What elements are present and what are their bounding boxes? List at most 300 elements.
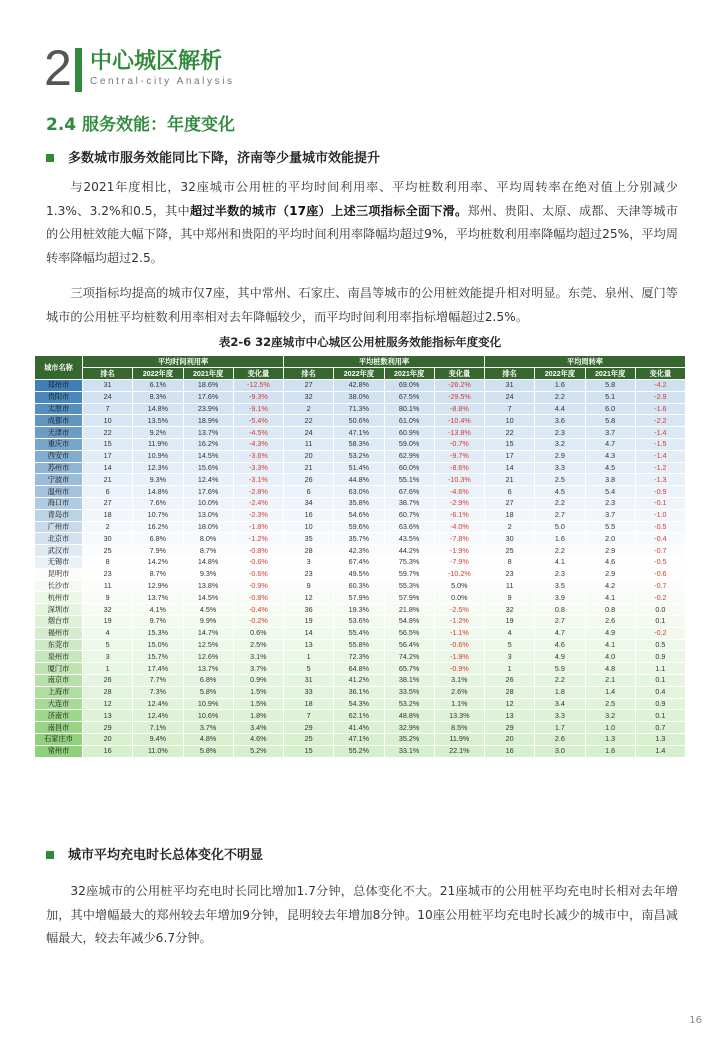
value-cell: 12.4% [133, 710, 183, 722]
change-cell: -0.7% [434, 438, 484, 450]
change-cell: -2.9% [434, 497, 484, 509]
value-cell: 14.5% [183, 592, 233, 604]
change-cell: -2.4% [233, 497, 283, 509]
city-name-cell: 宁波市 [35, 474, 83, 486]
value-cell: 12 [83, 698, 133, 710]
value-cell: 5.8% [183, 745, 233, 757]
value-cell: 13.7% [183, 427, 233, 439]
paragraph-1-part-b: 郑州、贵阳、太原、成都、天津等城市的公用桩效能大幅下降，其中郑州和贵阳的平均时间利用率降幅均超过9%，平均桩数利用率降幅均超过25%，平均周转率降幅均超过2.5。 [46, 203, 678, 265]
change-cell: 1.4 [635, 745, 685, 757]
value-cell: 5.5 [585, 521, 635, 533]
value-cell: 6 [485, 486, 535, 498]
value-cell: 12.4% [133, 698, 183, 710]
value-cell: 4.1 [585, 639, 635, 651]
value-cell: 5.9 [535, 663, 585, 675]
bullet-heading-1 [46, 147, 380, 166]
subheader-rank: 排名 [485, 368, 535, 380]
value-cell: 50.6% [334, 415, 384, 427]
value-cell: 18.9% [183, 415, 233, 427]
subheader-2021: 2021年度 [585, 368, 635, 380]
value-cell: 18.6% [183, 380, 233, 392]
table-row [35, 415, 686, 427]
value-cell: 60.9% [384, 427, 434, 439]
value-cell: 1.3 [585, 733, 635, 745]
subheader-2021: 2021年度 [183, 368, 233, 380]
value-cell: 14.8% [133, 403, 183, 415]
value-cell: 60.7% [384, 509, 434, 521]
chapter-accent-bar [75, 48, 82, 92]
city-name-cell: 深圳市 [35, 604, 83, 616]
subheader-2022: 2022年度 [334, 368, 384, 380]
value-cell: 1 [83, 663, 133, 675]
value-cell: 62.1% [334, 710, 384, 722]
city-name-cell: 泉州市 [35, 651, 83, 663]
change-cell: -1.5 [635, 438, 685, 450]
value-cell: 2.7 [535, 509, 585, 521]
change-cell: -2.8% [233, 486, 283, 498]
value-cell: 64.8% [334, 663, 384, 675]
change-cell: -0.2 [635, 627, 685, 639]
value-cell: 17.6% [183, 486, 233, 498]
change-cell: 0.0 [635, 604, 685, 616]
value-cell: 38.1% [384, 674, 434, 686]
change-cell: -1.2 [635, 462, 685, 474]
city-name-cell: 贵阳市 [35, 391, 83, 403]
city-name-cell: 西安市 [35, 450, 83, 462]
change-cell: -0.2 [635, 592, 685, 604]
value-cell: 25 [284, 733, 334, 745]
value-cell: 13 [83, 710, 133, 722]
change-cell: -0.5 [635, 521, 685, 533]
value-cell: 58.3% [334, 438, 384, 450]
city-name-cell: 青岛市 [35, 509, 83, 521]
value-cell: 3 [83, 651, 133, 663]
value-cell: 5.0 [535, 521, 585, 533]
value-cell: 4.7 [585, 438, 635, 450]
change-cell: -26.2% [434, 380, 484, 392]
value-cell: 9.4% [133, 733, 183, 745]
value-cell: 2.5 [585, 698, 635, 710]
value-cell: 11.9% [133, 438, 183, 450]
value-cell: 74.2% [384, 651, 434, 663]
change-cell: -2.5% [434, 604, 484, 616]
value-cell: 4.3 [585, 450, 635, 462]
value-cell: 35.2% [384, 733, 434, 745]
subheader-2021: 2021年度 [384, 368, 434, 380]
value-cell: 18.0% [183, 521, 233, 533]
change-cell: 3.7% [233, 663, 283, 675]
change-cell: -4.6% [434, 486, 484, 498]
value-cell: 16.2% [133, 521, 183, 533]
change-cell: 2.5% [233, 639, 283, 651]
city-name-cell: 上海市 [35, 686, 83, 698]
value-cell: 3.2 [585, 710, 635, 722]
value-cell: 4.9 [585, 627, 635, 639]
value-cell: 13 [284, 639, 334, 651]
value-cell: 22 [284, 415, 334, 427]
value-cell: 5.8% [183, 686, 233, 698]
bullet-heading-2-text: 城市平均充电时长总体变化不明显 [68, 848, 264, 863]
change-cell: -0.8% [233, 545, 283, 557]
value-cell: 0.8 [535, 604, 585, 616]
change-cell: 3.1% [233, 651, 283, 663]
change-cell: 0.9 [635, 698, 685, 710]
city-name-cell: 成都市 [35, 415, 83, 427]
value-cell: 21.8% [384, 604, 434, 616]
table-row [35, 698, 686, 710]
value-cell: 27 [284, 380, 334, 392]
value-cell: 3.7% [183, 722, 233, 734]
value-cell: 7 [284, 710, 334, 722]
table-row [35, 427, 686, 439]
value-cell: 36 [284, 604, 334, 616]
change-cell: -0.2% [233, 615, 283, 627]
value-cell: 12.5% [183, 639, 233, 651]
change-cell: -9.3% [233, 391, 283, 403]
value-cell: 4.0 [585, 651, 635, 663]
value-cell: 18 [485, 509, 535, 521]
value-cell: 4 [485, 627, 535, 639]
table-row [35, 745, 686, 757]
value-cell: 3 [485, 651, 535, 663]
value-cell: 72.3% [334, 651, 384, 663]
value-cell: 23 [83, 568, 133, 580]
value-cell: 23 [485, 568, 535, 580]
value-cell: 27 [485, 497, 535, 509]
table-row [35, 497, 686, 509]
value-cell: 2.9 [535, 450, 585, 462]
change-cell: -12.5% [233, 380, 283, 392]
city-name-cell: 郑州市 [35, 380, 83, 392]
value-cell: 10 [284, 521, 334, 533]
value-cell: 2 [83, 521, 133, 533]
value-cell: 10.9% [183, 698, 233, 710]
value-cell: 2.5 [535, 474, 585, 486]
value-cell: 15.0% [133, 639, 183, 651]
value-cell: 2.9 [585, 568, 635, 580]
chapter-number: 2 [44, 40, 72, 96]
value-cell: 18 [284, 698, 334, 710]
value-cell: 5.8 [585, 415, 635, 427]
value-cell: 32 [485, 604, 535, 616]
value-cell: 51.4% [334, 462, 384, 474]
city-name-cell: 福州市 [35, 627, 83, 639]
change-cell: -3.6% [233, 450, 283, 462]
value-cell: 30 [485, 533, 535, 545]
value-cell: 9.3% [183, 568, 233, 580]
change-cell: -2.9 [635, 391, 685, 403]
change-cell: 0.7 [635, 722, 685, 734]
city-name-cell: 北京市 [35, 533, 83, 545]
value-cell: 3.4 [535, 698, 585, 710]
value-cell: 4.9 [535, 651, 585, 663]
value-cell: 9 [284, 580, 334, 592]
value-cell: 33.1% [384, 745, 434, 757]
value-cell: 12 [485, 698, 535, 710]
value-cell: 5.8 [585, 380, 635, 392]
value-cell: 8.7% [183, 545, 233, 557]
change-cell: -0.6% [233, 568, 283, 580]
subheader-change: 变化量 [434, 368, 484, 380]
value-cell: 4.4 [535, 403, 585, 415]
value-cell: 3.3 [535, 710, 585, 722]
change-cell: -7.9% [434, 556, 484, 568]
table-row [35, 462, 686, 474]
change-cell: 5.2% [233, 745, 283, 757]
change-cell: 0.0% [434, 592, 484, 604]
value-cell: 30 [83, 533, 133, 545]
value-cell: 27 [83, 497, 133, 509]
paragraph-2: 三项指标均提高的城市仅7座，其中常州、石家庄、南昌等城市的公用桩效能提升相对明显。东莞、泉州、厦门等城市的公用桩平均桩数利用率相对去年降幅较少，而平均时间利用率指标增幅超过2.5%。 [46, 286, 678, 324]
value-cell: 17 [83, 450, 133, 462]
value-cell: 14.5% [183, 450, 233, 462]
city-name-cell: 南京市 [35, 674, 83, 686]
change-cell: -2.3% [233, 509, 283, 521]
value-cell: 54.8% [384, 615, 434, 627]
city-name-cell: 温州市 [35, 486, 83, 498]
value-cell: 24 [284, 427, 334, 439]
efficiency-table [34, 355, 686, 758]
change-cell: 0.1 [635, 674, 685, 686]
value-cell: 55.3% [384, 580, 434, 592]
value-cell: 28 [284, 545, 334, 557]
value-cell: 10.0% [183, 497, 233, 509]
city-name-cell: 烟台市 [35, 615, 83, 627]
subheader-rank: 排名 [284, 368, 334, 380]
value-cell: 2.9 [585, 545, 635, 557]
table-body [35, 380, 686, 758]
table-row [35, 686, 686, 698]
value-cell: 21 [284, 462, 334, 474]
value-cell: 57.9% [334, 592, 384, 604]
change-cell: 1.8% [233, 710, 283, 722]
change-cell: -0.6 [635, 568, 685, 580]
value-cell: 31 [284, 674, 334, 686]
value-cell: 16 [83, 745, 133, 757]
change-cell: 3.1% [434, 674, 484, 686]
value-cell: 8.7% [133, 568, 183, 580]
value-cell: 63.0% [334, 486, 384, 498]
value-cell: 41.4% [334, 722, 384, 734]
value-cell: 33 [284, 686, 334, 698]
group-header-turnover: 平均周转率 [485, 356, 686, 368]
change-cell: 13.3% [434, 710, 484, 722]
value-cell: 9.9% [183, 615, 233, 627]
value-cell: 19 [83, 615, 133, 627]
table-row [35, 674, 686, 686]
value-cell: 69.0% [384, 380, 434, 392]
change-cell: 1.3 [635, 733, 685, 745]
table-row [35, 604, 686, 616]
value-cell: 53.2% [384, 698, 434, 710]
value-cell: 2.3 [585, 497, 635, 509]
value-cell: 59.7% [384, 568, 434, 580]
change-cell: -0.7 [635, 580, 685, 592]
value-cell: 60.0% [384, 462, 434, 474]
value-cell: 6 [83, 486, 133, 498]
value-cell: 43.5% [384, 533, 434, 545]
change-cell: -1.4 [635, 450, 685, 462]
value-cell: 23.9% [183, 403, 233, 415]
value-cell: 60.3% [334, 580, 384, 592]
value-cell: 22 [485, 427, 535, 439]
value-cell: 3 [284, 556, 334, 568]
paragraph-1-part-a: 与2021年度相比，32座城市公用桩的平均时间利用率、平均桩数利用率、平均周转率在绝对值上分别减少1.3%、3.2%和0.5，其中 [46, 180, 678, 218]
value-cell: 9 [485, 592, 535, 604]
value-cell: 1 [284, 651, 334, 663]
value-cell: 31 [83, 380, 133, 392]
value-cell: 14.2% [133, 556, 183, 568]
value-cell: 71.3% [334, 403, 384, 415]
city-name-cell: 南昌市 [35, 722, 83, 734]
value-cell: 9.7% [133, 615, 183, 627]
city-name-cell: 济南市 [35, 710, 83, 722]
change-cell: 1.1 [635, 663, 685, 675]
value-cell: 6.8% [183, 674, 233, 686]
value-cell: 53.6% [334, 615, 384, 627]
table-row [35, 663, 686, 675]
value-cell: 10 [83, 415, 133, 427]
city-name-cell: 杭州市 [35, 592, 83, 604]
value-cell: 32 [284, 391, 334, 403]
value-cell: 7.6% [133, 497, 183, 509]
value-cell: 2.6 [535, 733, 585, 745]
value-cell: 2 [485, 521, 535, 533]
value-cell: 4.1 [535, 556, 585, 568]
value-cell: 17.4% [133, 663, 183, 675]
value-cell: 26 [83, 674, 133, 686]
city-name-cell: 广州市 [35, 521, 83, 533]
value-cell: 6.8% [133, 533, 183, 545]
value-cell: 21 [485, 474, 535, 486]
subheader-change: 变化量 [233, 368, 283, 380]
value-cell: 7.7% [133, 674, 183, 686]
change-cell: 2.6% [434, 686, 484, 698]
table-row [35, 486, 686, 498]
value-cell: 35.8% [334, 497, 384, 509]
value-cell: 26 [485, 674, 535, 686]
value-cell: 63.6% [384, 521, 434, 533]
table-row [35, 438, 686, 450]
value-cell: 8.3% [133, 391, 183, 403]
change-cell: -2.2 [635, 415, 685, 427]
value-cell: 32.9% [384, 722, 434, 734]
value-cell: 3.6 [535, 415, 585, 427]
value-cell: 28 [485, 686, 535, 698]
value-cell: 13 [485, 710, 535, 722]
value-cell: 3.0 [535, 745, 585, 757]
table-row [35, 710, 686, 722]
subheader-rank: 排名 [83, 368, 133, 380]
city-name-cell: 海口市 [35, 497, 83, 509]
table-row [35, 615, 686, 627]
change-cell: -0.6% [233, 556, 283, 568]
value-cell: 0.8 [585, 604, 635, 616]
value-cell: 36.1% [334, 686, 384, 698]
value-cell: 4.5 [585, 462, 635, 474]
value-cell: 29 [485, 722, 535, 734]
change-cell: -0.4 [635, 533, 685, 545]
change-cell: 3.4% [233, 722, 283, 734]
change-cell: 0.9 [635, 651, 685, 663]
value-cell: 12 [284, 592, 334, 604]
value-cell: 13.7% [133, 592, 183, 604]
city-name-cell: 石家庄市 [35, 733, 83, 745]
paragraph-3: 32座城市的公用桩平均充电时长同比增加1.7分钟，总体变化不大。21座城市的公用桩平均充电时长相对去年增加，其中增幅最大的郑州较去年增加9分钟，昆明较去年增加8分钟。10座公用桩平均充电时长减少的城市中，南昌减幅最大，较去年减少6.7分钟。 [46, 884, 678, 945]
value-cell: 14 [83, 462, 133, 474]
value-cell: 12.9% [133, 580, 183, 592]
city-name-cell: 无锡市 [35, 556, 83, 568]
value-cell: 29 [83, 722, 133, 734]
value-cell: 14 [485, 462, 535, 474]
value-cell: 1.7 [535, 722, 585, 734]
value-cell: 3.2 [535, 438, 585, 450]
change-cell: -0.5 [635, 556, 685, 568]
value-cell: 3.3 [535, 462, 585, 474]
value-cell: 34 [284, 497, 334, 509]
change-cell: 22.1% [434, 745, 484, 757]
value-cell: 16 [284, 509, 334, 521]
value-cell: 20 [284, 450, 334, 462]
value-cell: 4.6 [535, 639, 585, 651]
value-cell: 6 [284, 486, 334, 498]
value-cell: 22 [83, 427, 133, 439]
paragraph-1 [46, 176, 678, 270]
table-row [35, 450, 686, 462]
value-cell: 4.2 [585, 580, 635, 592]
value-cell: 21 [83, 474, 133, 486]
value-cell: 2.0 [585, 533, 635, 545]
value-cell: 9.2% [133, 427, 183, 439]
value-cell: 12.3% [133, 462, 183, 474]
change-cell: -1.0 [635, 509, 685, 521]
table-caption: 表2-6 32座城市中心城区公用桩服务效能指标年度变化 [218, 335, 502, 349]
change-cell: 1.1% [434, 698, 484, 710]
value-cell: 80.1% [384, 403, 434, 415]
change-cell: -10.4% [434, 415, 484, 427]
value-cell: 11 [485, 580, 535, 592]
change-cell: -1.1% [434, 627, 484, 639]
change-cell: -1.6 [635, 403, 685, 415]
value-cell: 55.4% [334, 627, 384, 639]
change-cell: -0.9% [434, 663, 484, 675]
change-cell: -1.4 [635, 427, 685, 439]
value-cell: 42.8% [334, 380, 384, 392]
change-cell: -0.7 [635, 545, 685, 557]
chapter-title: 中心城区解析 [90, 49, 223, 74]
change-cell: 1.5% [233, 698, 283, 710]
table-row [35, 403, 686, 415]
change-cell: 0.6% [233, 627, 283, 639]
value-cell: 65.7% [384, 663, 434, 675]
value-cell: 3.8 [585, 474, 635, 486]
value-cell: 11 [83, 580, 133, 592]
value-cell: 15 [83, 438, 133, 450]
value-cell: 15.7% [133, 651, 183, 663]
value-cell: 4 [83, 627, 133, 639]
value-cell: 19.3% [334, 604, 384, 616]
value-cell: 35 [284, 533, 334, 545]
value-cell: 6.0 [585, 403, 635, 415]
value-cell: 47.1% [334, 733, 384, 745]
value-cell: 16.2% [183, 438, 233, 450]
value-cell: 4.6 [585, 556, 635, 568]
value-cell: 6.1% [133, 380, 183, 392]
city-name-cell: 昆明市 [35, 568, 83, 580]
change-cell: -8.6% [434, 462, 484, 474]
value-cell: 38.7% [384, 497, 434, 509]
value-cell: 62.9% [384, 450, 434, 462]
